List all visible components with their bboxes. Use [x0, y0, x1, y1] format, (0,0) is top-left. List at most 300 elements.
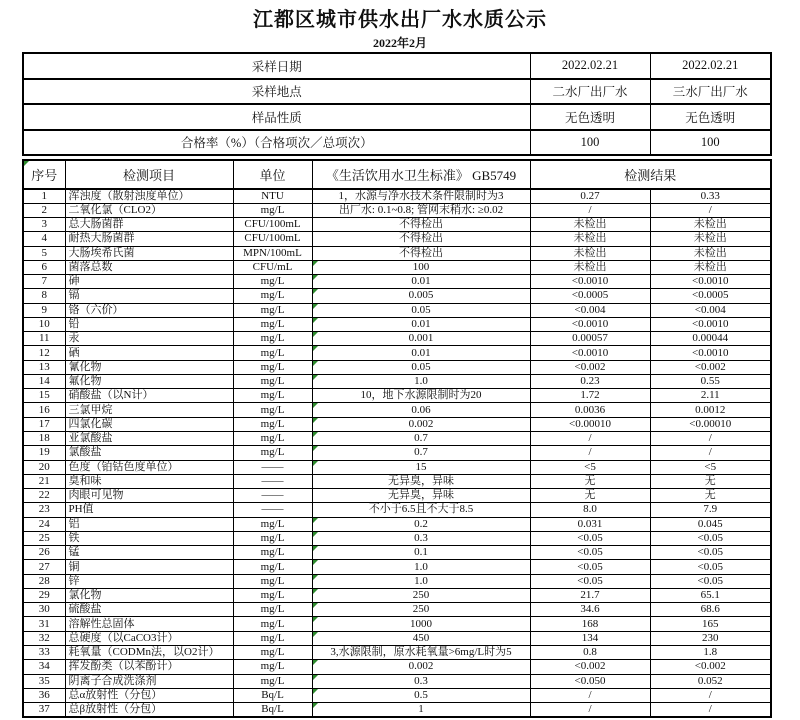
info-value-plant2: 无色透明	[530, 104, 650, 130]
cell-row-number: 35	[23, 674, 65, 688]
cell-item-name: PH值	[65, 503, 233, 517]
comment-marker-icon	[313, 589, 318, 594]
cell-item-name: 溶解性总固体	[65, 617, 233, 631]
cell-row-number: 32	[23, 631, 65, 645]
cell-item-name: 总α放射性（分包）	[65, 688, 233, 702]
page-title: 江都区城市供水出厂水水质公示	[253, 9, 547, 31]
cell-row-number: 15	[23, 389, 65, 403]
cell-row-number: 21	[23, 474, 65, 488]
info-value-plant2: 二水厂出厂水	[530, 79, 650, 105]
cell-unit: mg/L	[233, 289, 312, 303]
cell-row-number: 26	[23, 546, 65, 560]
cell-result-plant3: <5	[650, 460, 771, 474]
cell-standard: 0.05	[312, 360, 530, 374]
cell-standard: 0.002	[312, 417, 530, 431]
cell-result-plant2: <0.05	[530, 574, 650, 588]
cell-item-name: 色度（铂钴色度单位）	[65, 460, 233, 474]
cell-unit: mg/L	[233, 389, 312, 403]
table-row	[23, 432, 771, 446]
comment-marker-icon	[313, 560, 318, 565]
cell-standard: 1.0	[312, 374, 530, 388]
comment-marker-icon	[313, 418, 318, 423]
cell-result-plant3: 2.11	[650, 389, 771, 403]
cell-result-plant3: 65.1	[650, 588, 771, 602]
cell-standard: 1，水源与净水技术条件限制时为3	[312, 189, 530, 203]
cell-result-plant3: <0.002	[650, 360, 771, 374]
cell-unit: CFU/mL	[233, 260, 312, 274]
cell-item-name: 总硬度（以CaCO3计）	[65, 631, 233, 645]
header-item: 检测项目	[65, 160, 233, 189]
info-row	[23, 104, 771, 130]
cell-unit: mg/L	[233, 275, 312, 289]
cell-unit: mg/L	[233, 403, 312, 417]
comment-marker-icon	[313, 689, 318, 694]
cell-standard: 1.0	[312, 560, 530, 574]
cell-result-plant2: 未检出	[530, 218, 650, 232]
cell-standard: 0.7	[312, 446, 530, 460]
cell-item-name: 浑浊度（散射浊度单位）	[65, 189, 233, 203]
cell-result-plant2: <0.0010	[530, 275, 650, 289]
comment-marker-icon	[313, 261, 318, 266]
cell-result-plant3: <0.05	[650, 546, 771, 560]
cell-result-plant3: <0.0010	[650, 275, 771, 289]
cell-row-number: 24	[23, 517, 65, 531]
cell-standard: 1	[312, 703, 530, 717]
cell-row-number: 10	[23, 317, 65, 331]
cell-row-number: 20	[23, 460, 65, 474]
cell-item-name: 硫酸盐	[65, 603, 233, 617]
cell-unit: Bq/L	[233, 703, 312, 717]
cell-unit: mg/L	[233, 574, 312, 588]
cell-result-plant3: <0.004	[650, 303, 771, 317]
cell-unit: mg/L	[233, 517, 312, 531]
cell-item-name: 大肠埃希氏菌	[65, 246, 233, 260]
table-row	[23, 446, 771, 460]
comment-marker-icon	[24, 161, 29, 166]
cell-row-number: 29	[23, 588, 65, 602]
comment-marker-icon	[313, 546, 318, 551]
cell-result-plant3: <0.05	[650, 531, 771, 545]
cell-unit: CFU/100mL	[233, 232, 312, 246]
info-value-plant3: 2022.02.21	[650, 53, 771, 79]
comment-marker-icon	[313, 575, 318, 580]
cell-result-plant2: 0.23	[530, 374, 650, 388]
cell-result-plant2: <0.0005	[530, 289, 650, 303]
cell-result-plant3: /	[650, 703, 771, 717]
cell-item-name: 锌	[65, 574, 233, 588]
info-label: 样品性质	[23, 104, 530, 130]
table-row	[23, 275, 771, 289]
cell-unit: ——	[233, 460, 312, 474]
cell-result-plant3: 0.33	[650, 189, 771, 203]
cell-result-plant2: 未检出	[530, 232, 650, 246]
cell-item-name: 硒	[65, 346, 233, 360]
cell-standard: 出厂水: 0.1~0.8; 管网末稍水: ≥0.02	[312, 203, 530, 217]
cell-standard: 无异臭，异味	[312, 474, 530, 488]
comment-marker-icon	[313, 461, 318, 466]
table-row	[23, 289, 771, 303]
comment-marker-icon	[313, 532, 318, 537]
cell-unit: CFU/100mL	[233, 218, 312, 232]
cell-result-plant2: 0.8	[530, 646, 650, 660]
cell-unit: mg/L	[233, 674, 312, 688]
table-row	[23, 646, 771, 660]
table-row	[23, 674, 771, 688]
comment-marker-icon	[313, 603, 318, 608]
cell-row-number: 12	[23, 346, 65, 360]
cell-unit: ——	[233, 489, 312, 503]
header-standard: 《生活饮用水卫生标准》 GB5749	[312, 160, 530, 189]
cell-result-plant2: 21.7	[530, 588, 650, 602]
cell-unit: mg/L	[233, 603, 312, 617]
cell-result-plant3: 7.9	[650, 503, 771, 517]
info-value-plant2: 2022.02.21	[530, 53, 650, 79]
cell-result-plant2: <5	[530, 460, 650, 474]
cell-row-number: 31	[23, 617, 65, 631]
cell-result-plant2: <0.0010	[530, 317, 650, 331]
table-row	[23, 660, 771, 674]
info-value-plant3: 100	[650, 130, 771, 156]
comment-marker-icon	[313, 632, 318, 637]
cell-standard: 0.002	[312, 660, 530, 674]
cell-row-number: 6	[23, 260, 65, 274]
cell-row-number: 4	[23, 232, 65, 246]
cell-item-name: 亚氯酸盐	[65, 432, 233, 446]
comment-marker-icon	[313, 660, 318, 665]
cell-result-plant2: 0.00057	[530, 332, 650, 346]
cell-item-name: 氯化物	[65, 588, 233, 602]
cell-result-plant2: 无	[530, 474, 650, 488]
cell-item-name: 硝酸盐（以N计）	[65, 389, 233, 403]
cell-result-plant2: /	[530, 446, 650, 460]
cell-row-number: 16	[23, 403, 65, 417]
cell-result-plant3: 未检出	[650, 260, 771, 274]
cell-result-plant2: <0.00010	[530, 417, 650, 431]
cell-unit: ——	[233, 503, 312, 517]
cell-row-number: 11	[23, 332, 65, 346]
cell-result-plant3: /	[650, 432, 771, 446]
cell-row-number: 25	[23, 531, 65, 545]
cell-standard: 0.01	[312, 275, 530, 289]
cell-row-number: 2	[23, 203, 65, 217]
info-value-plant3: 三水厂出厂水	[650, 79, 771, 105]
cell-standard: 0.3	[312, 674, 530, 688]
comment-marker-icon	[313, 275, 318, 280]
cell-standard: 0.01	[312, 346, 530, 360]
cell-row-number: 34	[23, 660, 65, 674]
cell-standard: 10，地下水源限制时为20	[312, 389, 530, 403]
cell-unit: mg/L	[233, 660, 312, 674]
comment-marker-icon	[313, 318, 318, 323]
cell-row-number: 14	[23, 374, 65, 388]
table-row	[23, 460, 771, 474]
info-value-plant2: 100	[530, 130, 650, 156]
cell-row-number: 30	[23, 603, 65, 617]
cell-unit: mg/L	[233, 360, 312, 374]
cell-result-plant3: 68.6	[650, 603, 771, 617]
comment-marker-icon	[313, 617, 318, 622]
cell-item-name: 砷	[65, 275, 233, 289]
cell-row-number: 19	[23, 446, 65, 460]
cell-result-plant3: <0.0010	[650, 346, 771, 360]
cell-item-name: 铅	[65, 317, 233, 331]
table-row	[23, 218, 771, 232]
cell-item-name: 汞	[65, 332, 233, 346]
cell-result-plant3: 230	[650, 631, 771, 645]
cell-unit: mg/L	[233, 303, 312, 317]
results-table	[22, 159, 772, 718]
cell-standard: 1000	[312, 617, 530, 631]
cell-result-plant3: 未检出	[650, 232, 771, 246]
cell-standard: 250	[312, 603, 530, 617]
cell-standard: 0.2	[312, 517, 530, 531]
cell-standard: 100	[312, 260, 530, 274]
table-row	[23, 503, 771, 517]
table-row	[23, 574, 771, 588]
info-row	[23, 53, 771, 79]
table-row	[23, 389, 771, 403]
cell-result-plant2: <0.004	[530, 303, 650, 317]
cell-row-number: 9	[23, 303, 65, 317]
cell-result-plant3: <0.05	[650, 560, 771, 574]
cell-item-name: 挥发酚类（以苯酚计）	[65, 660, 233, 674]
table-row	[23, 374, 771, 388]
table-row	[23, 417, 771, 431]
table-row	[23, 260, 771, 274]
cell-unit: mg/L	[233, 346, 312, 360]
cell-row-number: 27	[23, 560, 65, 574]
cell-result-plant2: 34.6	[530, 603, 650, 617]
cell-row-number: 36	[23, 688, 65, 702]
cell-item-name: 铝	[65, 517, 233, 531]
comment-marker-icon	[313, 361, 318, 366]
cell-item-name: 二氧化氯（CLO2）	[65, 203, 233, 217]
header-result: 检测结果	[530, 160, 771, 189]
info-label: 合格率（%）（合格项次／总项次）	[23, 130, 530, 156]
cell-unit: mg/L	[233, 560, 312, 574]
table-row	[23, 489, 771, 503]
cell-item-name: 总β放射性（分包）	[65, 703, 233, 717]
cell-result-plant3: 0.55	[650, 374, 771, 388]
table-row	[23, 232, 771, 246]
cell-result-plant3: 0.045	[650, 517, 771, 531]
cell-row-number: 18	[23, 432, 65, 446]
cell-standard: 无异臭，异味	[312, 489, 530, 503]
cell-unit: Bq/L	[233, 688, 312, 702]
table-row	[23, 332, 771, 346]
cell-standard: 0.005	[312, 289, 530, 303]
cell-standard: 250	[312, 588, 530, 602]
sample-info-table	[22, 52, 772, 156]
cell-result-plant2: 1.72	[530, 389, 650, 403]
cell-row-number: 13	[23, 360, 65, 374]
comment-marker-icon	[313, 332, 318, 337]
cell-unit: mg/L	[233, 588, 312, 602]
cell-item-name: 氟化物	[65, 374, 233, 388]
cell-standard: 0.05	[312, 303, 530, 317]
cell-result-plant2: <0.05	[530, 531, 650, 545]
cell-standard: 15	[312, 460, 530, 474]
cell-result-plant3: 1.8	[650, 646, 771, 660]
cell-result-plant3: 无	[650, 474, 771, 488]
cell-item-name: 铜	[65, 560, 233, 574]
cell-row-number: 3	[23, 218, 65, 232]
comment-marker-icon	[313, 432, 318, 437]
cell-result-plant3: 165	[650, 617, 771, 631]
table-row	[23, 189, 771, 203]
table-row	[23, 474, 771, 488]
comment-marker-icon	[313, 446, 318, 451]
cell-result-plant3: <0.05	[650, 574, 771, 588]
table-row	[23, 531, 771, 545]
cell-item-name: 氰化物	[65, 360, 233, 374]
table-row	[23, 546, 771, 560]
comment-marker-icon	[313, 375, 318, 380]
cell-result-plant2: /	[530, 432, 650, 446]
cell-item-name: 耗氧量（CODMn法，以O2计）	[65, 646, 233, 660]
cell-result-plant2: 168	[530, 617, 650, 631]
table-row	[23, 703, 771, 717]
cell-item-name: 铬（六价）	[65, 303, 233, 317]
info-value-plant3: 无色透明	[650, 104, 771, 130]
cell-unit: mg/L	[233, 332, 312, 346]
cell-row-number: 7	[23, 275, 65, 289]
cell-item-name: 总大肠菌群	[65, 218, 233, 232]
cell-result-plant3: <0.002	[650, 660, 771, 674]
header-unit: 单位	[233, 160, 312, 189]
cell-standard: 0.7	[312, 432, 530, 446]
cell-result-plant2: <0.002	[530, 660, 650, 674]
table-row	[23, 631, 771, 645]
cell-item-name: 锰	[65, 546, 233, 560]
cell-row-number: 5	[23, 246, 65, 260]
table-row	[23, 588, 771, 602]
cell-row-number: 23	[23, 503, 65, 517]
cell-standard: 0.06	[312, 403, 530, 417]
cell-result-plant2: 0.0036	[530, 403, 650, 417]
cell-unit: mg/L	[233, 546, 312, 560]
cell-result-plant2: 0.031	[530, 517, 650, 531]
cell-item-name: 镉	[65, 289, 233, 303]
cell-result-plant2: /	[530, 703, 650, 717]
table-row	[23, 246, 771, 260]
cell-unit: mg/L	[233, 631, 312, 645]
table-row	[23, 603, 771, 617]
info-label: 采样地点	[23, 79, 530, 105]
info-row	[23, 130, 771, 156]
table-row	[23, 517, 771, 531]
cell-standard: 0.1	[312, 546, 530, 560]
cell-item-name: 菌落总数	[65, 260, 233, 274]
comment-marker-icon	[313, 675, 318, 680]
page-subtitle: 2022年2月	[372, 36, 427, 50]
cell-result-plant3: /	[650, 688, 771, 702]
cell-standard: 0.01	[312, 317, 530, 331]
cell-result-plant3: <0.0005	[650, 289, 771, 303]
results-header-row	[23, 160, 771, 189]
cell-unit: mg/L	[233, 374, 312, 388]
cell-result-plant2: 无	[530, 489, 650, 503]
cell-unit: mg/L	[233, 417, 312, 431]
cell-unit: mg/L	[233, 432, 312, 446]
table-row	[23, 617, 771, 631]
cell-item-name: 四氯化碳	[65, 417, 233, 431]
cell-result-plant3: 0.00044	[650, 332, 771, 346]
cell-item-name: 肉眼可见物	[65, 489, 233, 503]
table-row	[23, 360, 771, 374]
cell-result-plant3: 未检出	[650, 246, 771, 260]
cell-item-name: 阴离子合成洗涤剂	[65, 674, 233, 688]
cell-result-plant3: 0.052	[650, 674, 771, 688]
cell-standard: 不小于6.5且不大于8.5	[312, 503, 530, 517]
cell-item-name: 耐热大肠菌群	[65, 232, 233, 246]
comment-marker-icon	[313, 304, 318, 309]
cell-standard: 0.5	[312, 688, 530, 702]
cell-unit: mg/L	[233, 646, 312, 660]
cell-result-plant2: 0.27	[530, 189, 650, 203]
cell-result-plant3: 无	[650, 489, 771, 503]
cell-unit: mg/L	[233, 446, 312, 460]
cell-result-plant3: 未检出	[650, 218, 771, 232]
cell-unit: mg/L	[233, 203, 312, 217]
cell-result-plant2: /	[530, 688, 650, 702]
cell-result-plant2: 8.0	[530, 503, 650, 517]
cell-standard: 450	[312, 631, 530, 645]
cell-standard: 不得检出	[312, 218, 530, 232]
cell-standard: 3,水源限制，原水耗氧量>6mg/L时为5	[312, 646, 530, 660]
cell-unit: NTU	[233, 189, 312, 203]
table-row	[23, 346, 771, 360]
cell-row-number: 37	[23, 703, 65, 717]
cell-unit: mg/L	[233, 531, 312, 545]
cell-standard: 0.001	[312, 332, 530, 346]
cell-result-plant2: <0.05	[530, 546, 650, 560]
cell-row-number: 33	[23, 646, 65, 660]
cell-item-name: 铁	[65, 531, 233, 545]
cell-standard: 1.0	[312, 574, 530, 588]
cell-result-plant2: 134	[530, 631, 650, 645]
cell-result-plant3: 0.0012	[650, 403, 771, 417]
cell-standard: 不得检出	[312, 232, 530, 246]
cell-row-number: 22	[23, 489, 65, 503]
cell-result-plant2: /	[530, 203, 650, 217]
cell-result-plant2: <0.0010	[530, 346, 650, 360]
cell-row-number: 17	[23, 417, 65, 431]
table-row	[23, 317, 771, 331]
table-row	[23, 688, 771, 702]
cell-result-plant2: <0.050	[530, 674, 650, 688]
cell-item-name: 三氯甲烷	[65, 403, 233, 417]
cell-row-number: 28	[23, 574, 65, 588]
cell-result-plant2: <0.05	[530, 560, 650, 574]
cell-unit: mg/L	[233, 317, 312, 331]
cell-result-plant3: <0.0010	[650, 317, 771, 331]
cell-row-number: 1	[23, 189, 65, 203]
cell-unit: MPN/100mL	[233, 246, 312, 260]
cell-result-plant3: /	[650, 446, 771, 460]
table-row	[23, 560, 771, 574]
info-row	[23, 79, 771, 105]
cell-item-name: 氯酸盐	[65, 446, 233, 460]
comment-marker-icon	[313, 346, 318, 351]
cell-result-plant2: 未检出	[530, 246, 650, 260]
header-row-number: 序号	[23, 160, 65, 189]
cell-result-plant3: <0.00010	[650, 417, 771, 431]
cell-result-plant3: /	[650, 203, 771, 217]
cell-result-plant2: 未检出	[530, 260, 650, 274]
comment-marker-icon	[313, 289, 318, 294]
cell-standard: 不得检出	[312, 246, 530, 260]
